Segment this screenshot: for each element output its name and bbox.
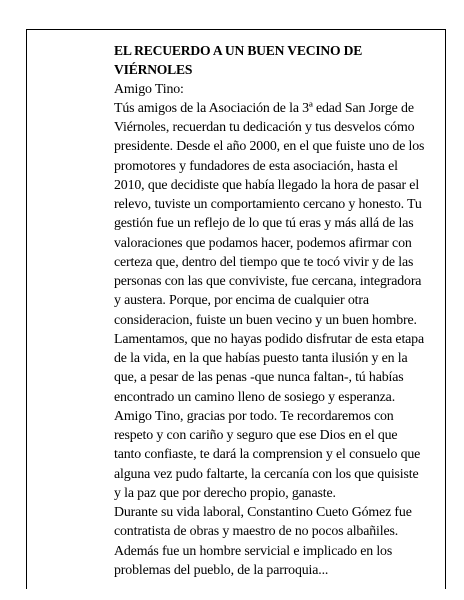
paragraph-4: Durante su vida laboral, Constantino Cueto Gómez fue contratista de obras y maestro de no pocos albañiles. Además fue un hombre servicial e implicado en los problemas del pueblo, de la parroquia... <box>114 505 412 578</box>
article-title: EL RECUERDO A UN BUEN VECINO DE VIÉRNOLES <box>114 43 363 78</box>
salutation: Amigo Tino: <box>114 81 184 97</box>
paragraph-1: Tús amigos de la Asociación de la 3ª edad San Jorge de Viérnoles, recuerdan tu dedicación y tus desvelos cómo presidente. Desde el año 2000, en el que fuiste uno de los promotores y fundadores de esta asociación, hasta el 2010, que decidiste que había llegado la hora de pasar el relevo, tuviste un comportamiento cercano y honesto. Tu gestión fue un reflejo de lo que tú eras y más allá de las valoraciones que podamos hacer, podemos afirmar con certeza que, dentro del tiempo que te tocó vivir y de las personas con las que conviviste, fue cercana, integradora y austera. Porque, por encima de cualquier otra consideracion, fuiste un buen vecino y un buen hombre. <box>114 100 425 328</box>
paragraph-3: Amigo Tino, gracias por todo. Te recordaremos con respeto y con cariño y seguro que ese Dios en el que tanto confiaste, te dará la comprension y el consuelo que alguna vez pudo faltarte, la cercanía con los que quisiste y la paz que por derecho propio, ganaste. <box>114 408 421 501</box>
article <box>114 41 426 580</box>
paragraph-2: Lamentamos, que no hayas podido disfrutar de esta etapa de la vida, en la que habías puesto tanta ilusión y en la que, a pesar de las penas -que nunca faltan-, tú habías encontrado un camino lleno de sosiego y esperanza. <box>114 331 424 405</box>
